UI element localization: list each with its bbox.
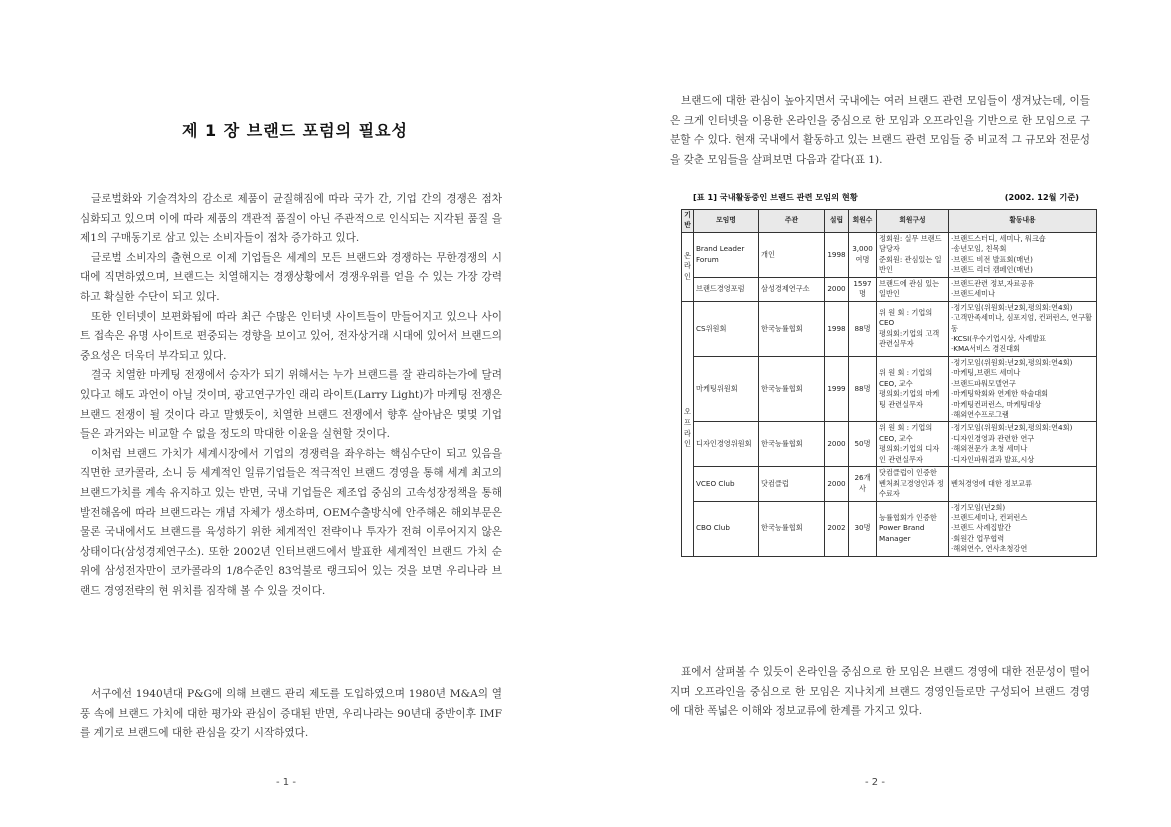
cell-composition [877, 467, 949, 501]
cell-year: 2000 [825, 277, 849, 301]
chapter-title: 제 1 장 브랜드 포럼의 필요성 [181, 121, 408, 140]
composition-line: 평의회:기업의 고객관련실무자 [879, 328, 940, 349]
intro-text [670, 92, 1090, 170]
activity-line: ·마케팅컨퍼런스, 마케팅대상 [951, 399, 1042, 409]
activity-line: ·브랜드파워모델연구 [951, 378, 1016, 388]
table-row [682, 233, 1097, 278]
cell-activities [949, 277, 1097, 301]
cell-members: 88명 [849, 356, 877, 422]
activity-line: ·해외연수, 연사초청강연 [951, 544, 1028, 554]
table-row [682, 501, 1097, 556]
cell-host: 한국능률협회 [759, 501, 825, 556]
cell-activities [949, 422, 1097, 467]
col-header: 기반 [682, 210, 694, 233]
paragraph: 또한 인터넷이 보편화됨에 따라 최근 수많은 인터넷 사이트들이 만들어지고 있으나 사이트 접속은 유명 사이트로 편중되는 경향을 보이고 있어, 전자상거래 시대에 있어서 브랜드의 중요성은 더욱더 부각되고 있다. [80, 310, 502, 362]
cell-host: 삼성경제연구소 [759, 277, 825, 301]
col-header: 회원구성 [877, 210, 949, 233]
paragraph: 결국 치열한 마케팅 전쟁에서 승자가 되기 위해서는 누가 브랜드를 잘 관리하는가에 달려있다고 해도 과언이 아닐 것이며, 광고연구가인 래리 라이트(Larry Light)가 마케팅 전쟁은 브랜드 전쟁이 될 것이다 라고 말했듯이, 치열한 브랜드 전쟁에서 향후 살아남은 몇몇 기업들은 과거와는 비교할 수 없을 정도의 막대한 이윤을 실현할 것이다. [80, 369, 502, 441]
cell-composition [877, 277, 949, 301]
activity-line: ·KCSI(우수기업시상, 사례발표 [951, 333, 1047, 343]
group-type-cell [682, 301, 694, 556]
activity-line: ·정기모임(위원회:년2회,평의회:연4회) [951, 423, 1073, 433]
page-number: - 1 - [276, 777, 296, 788]
activity-line: ·정기모임(위원회:년2회,평의회:연4회) [951, 302, 1073, 312]
activity-line: ·송년모임, 친목회 [951, 244, 1007, 254]
col-header: 회원수 [849, 210, 877, 233]
composition-line: 위 원 회 : 기업의 CEO, 교수 [879, 423, 933, 443]
cell-host: 한국능률협회 [759, 301, 825, 356]
cell-name: 디자인경영위원회 [694, 422, 759, 467]
col-header: 설립 [825, 210, 849, 233]
cell-year: 1998 [825, 233, 849, 278]
brand-forum-table [681, 209, 1097, 557]
cell-members: 88명 [849, 301, 877, 356]
cell-activities [949, 356, 1097, 422]
page-number: - 2 - [865, 777, 885, 788]
activity-line: ·브랜드관련 정보,자료공유 [951, 278, 1035, 288]
cell-activities [949, 233, 1097, 278]
activity-line: ·KMA서비스 경진대회 [951, 344, 1021, 354]
composition-line: 능률협회가 인증한 Power Brand Manager [879, 512, 937, 543]
activity-line: ·브랜드세미나, 컨퍼런스 [951, 512, 1028, 522]
cell-host: 닷컴클럽 [759, 467, 825, 501]
group-type-char: 오 [684, 407, 691, 417]
group-type-char: 온 [684, 250, 691, 260]
cell-name: 브랜드경영포럼 [694, 277, 759, 301]
cell-name: CBO Club [694, 501, 759, 556]
paragraph: 글로벌 소비자의 출현으로 이제 기업들은 세계의 모든 브랜드와 경쟁하는 무한경쟁의 시대에 직면하였으며, 브랜드는 치열해지는 경쟁상황에서 경쟁우위를 얻을 수 있는 가장 강력하고 확실한 수단이 되고 있다. [80, 251, 502, 303]
paragraph: 브랜드에 대한 관심이 높아지면서 국내에는 여러 브랜드 관련 모임들이 생겨났는데, 이들은 크게 인터넷을 이용한 온라인을 중심으로 한 모임과 오프라인을 기반으로 한 모임으로 구분할 수 있다. 현재 국내에서 활동하고 있는 브랜드 관련 모임들 중 비교적 그 규모와 전문성을 갖춘 모임들을 살펴보면 다음과 같다(표 1). [670, 95, 1090, 166]
page-1 [0, 0, 585, 827]
table-body [682, 233, 1097, 557]
activity-line: ·브랜드세미나 [951, 289, 995, 299]
table-row [682, 467, 1097, 501]
cell-composition [877, 422, 949, 467]
body-text-main [80, 190, 502, 601]
cell-activities [949, 501, 1097, 556]
activity-line: ·정기모임(년2회) [951, 502, 1006, 512]
cell-members: 26개사 [849, 467, 877, 501]
paragraph: 글로벌화와 기술격차의 감소로 제품이 균질해짐에 따라 국가 간, 기업 간의 경쟁은 점차 심화되고 있으며 이에 따라 제품의 객관적 품질이 아닌 주관적으로 인식되는 지각된 품질 을 제1의 구매동기로 삼고 있는 소비자들이 점차 증가하고 있다. [80, 193, 502, 245]
composition-line: 브랜드에 관심 있는 일반인 [879, 278, 940, 299]
cell-year: 2002 [825, 501, 849, 556]
cell-composition [877, 233, 949, 278]
activity-line: 벤처경영에 대한 정보교류 [951, 478, 1032, 488]
cell-year: 2000 [825, 422, 849, 467]
composition-line: 정회원: 실무 브랜드 담당자 [879, 234, 942, 254]
col-header: 활동내용 [949, 210, 1097, 233]
cell-name: VCEO Club [694, 467, 759, 501]
cell-activities [949, 467, 1097, 501]
table-date: (2002. 12월 기준) [1004, 192, 1079, 202]
cell-year: 1998 [825, 301, 849, 356]
activity-line: ·해외전문가 초청 세미나 [951, 444, 1028, 454]
page-2 [586, 0, 1171, 827]
composition-line: 위 원 회 : 기업의 CEO, 교수 [879, 368, 933, 388]
composition-line: 위 원 회 : 기업의 CEO [879, 307, 933, 328]
cell-year: 2000 [825, 467, 849, 501]
cell-activities [949, 301, 1097, 356]
activity-line: ·정기모임(위원회:년2회,평의회:연4회) [951, 357, 1073, 367]
table-header-row [682, 210, 1097, 233]
cell-name: Brand Leader Forum [694, 233, 759, 278]
body-text-last [80, 685, 502, 744]
composition-line: 평의회:기업의 디자인 관련실무자 [879, 444, 940, 464]
activity-line: ·디자인파워결과 발표,시상 [951, 454, 1035, 464]
group-type-char: 프 [684, 417, 691, 427]
cell-members: 30명 [849, 501, 877, 556]
table-caption [693, 192, 1093, 203]
activity-line: ·디자인경영과 관련한 연구 [951, 433, 1035, 443]
table-row [682, 301, 1097, 356]
group-type-cell [682, 233, 694, 302]
activity-line: ·고객만족세미나, 심포지엄, 컨퍼런스, 연구활동 [951, 313, 1092, 333]
cell-members: 1597명 [849, 277, 877, 301]
cell-composition [877, 501, 949, 556]
cell-members: 50명 [849, 422, 877, 467]
col-header: 모임명 [694, 210, 759, 233]
group-type-char: 인 [684, 272, 691, 282]
cell-host: 한국능률협회 [759, 422, 825, 467]
cell-members: 3,000여명 [849, 233, 877, 278]
group-type-char: 라 [684, 428, 691, 438]
cell-name: 마케팅위원회 [694, 356, 759, 422]
after-text [670, 663, 1090, 722]
paragraph: 이처럼 브랜드 가치가 세계시장에서 기업의 경쟁력을 좌우하는 핵심수단이 되고 있음을 직면한 코카콜라, 소니 등 세계적인 일류기업들은 적극적인 브랜드 경영을 통해 세계 최고의 브랜드가치를 계속 유지하고 있는 반면, 국내 기업들은 제조업 중심의 고속성장정책을 통해 발전해옴에 따라 브랜드라는 개념 자체가 생소하며, OEM수출방식에 안주해온 해외부문은 물론 국내에서도 브랜드를 육성하기 위한 체계적인 전략이나 투자가 전혀 이루어지지 않은 상태이다(삼성경제연구소). 또한 2002년 인터브랜드에서 발표한 세계적인 브랜드 가치 순위에 삼성전자만이 코카콜라의 1/8수준인 83억불로 랭크되어 있는 것을 보면 우리나라 브랜드 경영전략의 현 위치를 짐작해 볼 수 있을 것이다. [80, 447, 502, 597]
activity-line: ·브랜드 사례집발간 [951, 523, 1012, 533]
table-row [682, 356, 1097, 422]
composition-line: 준회원: 관심있는 일반인 [879, 254, 942, 275]
composition-line: 닷컴클럽이 인증한 벤처최고경영인과 정 수료자 [879, 468, 944, 499]
cell-composition [877, 301, 949, 356]
cell-composition [877, 356, 949, 422]
cell-host: 개인 [759, 233, 825, 278]
col-header: 주관 [759, 210, 825, 233]
cell-name: CS위원회 [694, 301, 759, 356]
group-type-char: 인 [684, 439, 691, 449]
activity-line: ·마케팅학회와 연계한 학술대회 [951, 389, 1049, 399]
paragraph: 표에서 살펴볼 수 있듯이 온라인을 중심으로 한 모임은 브랜드 경영에 대한 전문성이 떨어지며 오프라인을 중심으로 한 모임은 지나치게 브랜드 경영인들로만 구성되어 브랜드 경영에 대한 폭넓은 이해와 정보교류에 한계를 가지고 있다. [670, 666, 1090, 718]
cell-year: 1999 [825, 356, 849, 422]
table-row [682, 277, 1097, 301]
activity-line: ·브랜드 리더 캠페인(매년) [951, 265, 1033, 275]
cell-host: 한국능률협회 [759, 356, 825, 422]
composition-line: 평의회:기업의 마케팅 관련실무자 [879, 389, 940, 409]
activity-line: ·브랜드스터디, 세미나, 워크숍 [951, 234, 1046, 243]
activity-line: ·마케팅,브랜드 세미나 [951, 368, 1021, 378]
activity-line: ·해외연수프로그램 [951, 410, 1009, 419]
group-type-char: 라 [684, 261, 691, 271]
table-row [682, 422, 1097, 467]
table-title: [표 1] 국내활동중인 브랜드 관련 모임의 현황 [693, 192, 858, 202]
activity-line: ·브랜드 비전 발표회(매년) [951, 254, 1033, 264]
paragraph: 서구에선 1940년대 P&G에 의해 브랜드 관리 제도를 도입하였으며 1980년 M&A의 열풍 속에 브랜드 가치에 대한 평가와 관심이 증대된 반면, 우리나라는 90년대 중반이후 IMF를 계기로 브랜드에 대한 관심을 갖기 시작하였다. [80, 688, 502, 740]
activity-line: ·회원간 업무협력 [951, 533, 1005, 543]
